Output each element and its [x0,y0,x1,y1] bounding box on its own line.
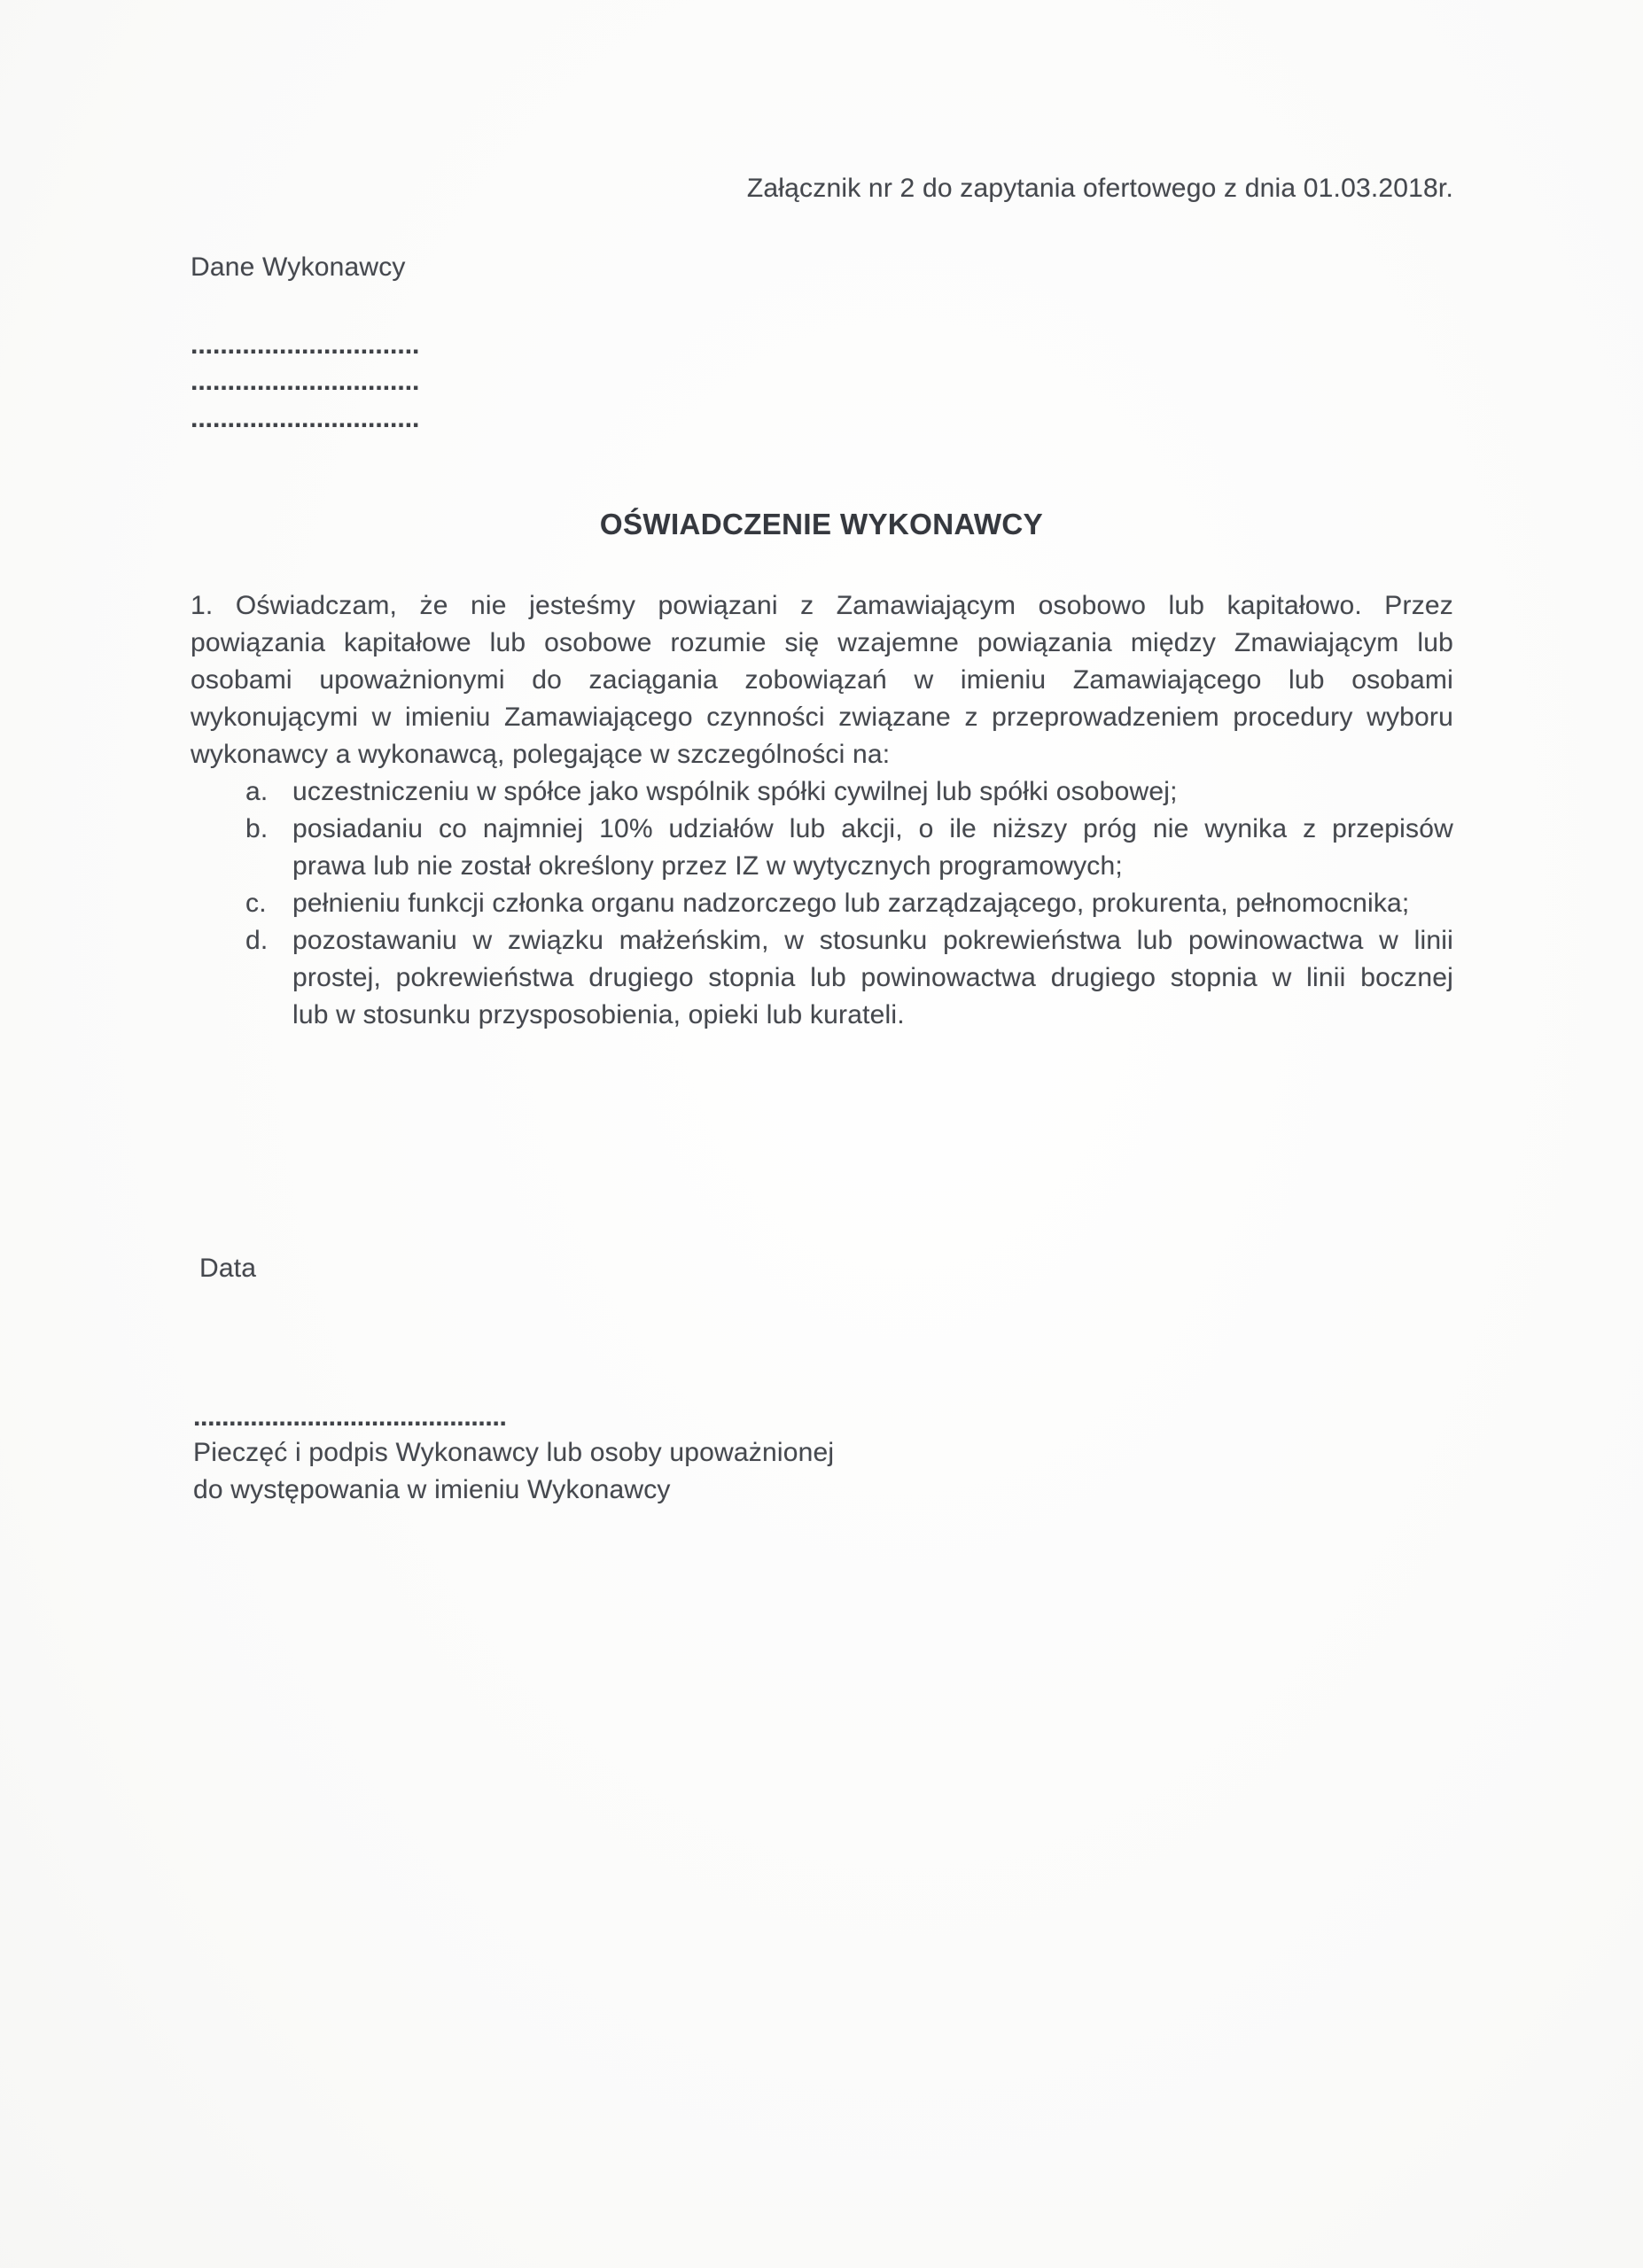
list-item-b-text-line-1: posiadaniu co najmniej 10% udziałów lub akcji, o ile niższy próg nie wynika z przepisów [292,814,1453,843]
list-item-c-text: pełnieniu funkcji członka organu nadzorczego lub zarządzającego, prokurenta, pełnomocnika; [292,889,1410,918]
list-item-a-marker: a. [245,777,269,806]
declaration-title: OŚWIADCZENIE WYKONAWCY [599,508,1044,540]
list-item-d-text-line-3: lub w stosunku przysposobienia, opieki lub kurateli. [292,1000,905,1029]
list-item-a-text: uczestniczeniu w spółce jako wspólnik spółki cywilnej lub spółki osobowej; [292,777,1178,806]
list-item-c-marker: c. [245,889,267,918]
fill-in-line-3: ............................... [191,404,420,433]
paragraph1-line-4: wykonującymi w imieniu Zamawiającego czynności związane z przeprowadzeniem procedury wyboru [191,703,1453,732]
signature-caption-line-2: do występowania w imieniu Wykonawcy [193,1475,671,1504]
list-item-d-marker: d. [245,926,269,955]
list-item-b-marker: b. [245,814,269,843]
fill-in-line-1: ............................... [191,330,420,360]
paragraph1-line-3: osobami upoważnionymi do zaciągania zobowiązań w imieniu Zamawiającego lub osobami [191,665,1453,695]
list-item-d-text-line-2: prostej, pokrewieństwa drugiego stopnia lub powinowactwa drugiego stopnia w linii bocznej [292,963,1453,992]
signature-fill-line: ............................................ [193,1402,507,1432]
attachment-note: Załącznik nr 2 do zapytania ofertowego z dnia 01.03.2018r. [746,174,1453,203]
paragraph1-line-1: 1. Oświadczam, że nie jesteśmy powiązani z Zamawiającym osobowo lub kapitałowo. Przez [191,591,1453,620]
contractor-data-label: Dane Wykonawcy [191,252,406,282]
list-item-b-text-line-2: prawa lub nie został określony przez IZ w wytycznych programowych; [292,851,1123,881]
fill-in-line-2: ............................... [191,367,420,396]
paragraph1-line-5: wykonawcy a wykonawcą, polegające w szczególności na: [191,740,891,769]
date-label: Data [199,1254,257,1283]
signature-caption-line-1: Pieczęć i podpis Wykonawcy lub osoby upoważnionej [193,1438,835,1467]
list-item-d-text-line-1: pozostawaniu w związku małżeńskim, w stosunku pokrewieństwa lub powinowactwa w linii [292,926,1453,955]
paragraph1-line-2: powiązania kapitałowe lub osobowe rozumie się wzajemne powiązania między Zmawiającym lub [191,628,1453,657]
